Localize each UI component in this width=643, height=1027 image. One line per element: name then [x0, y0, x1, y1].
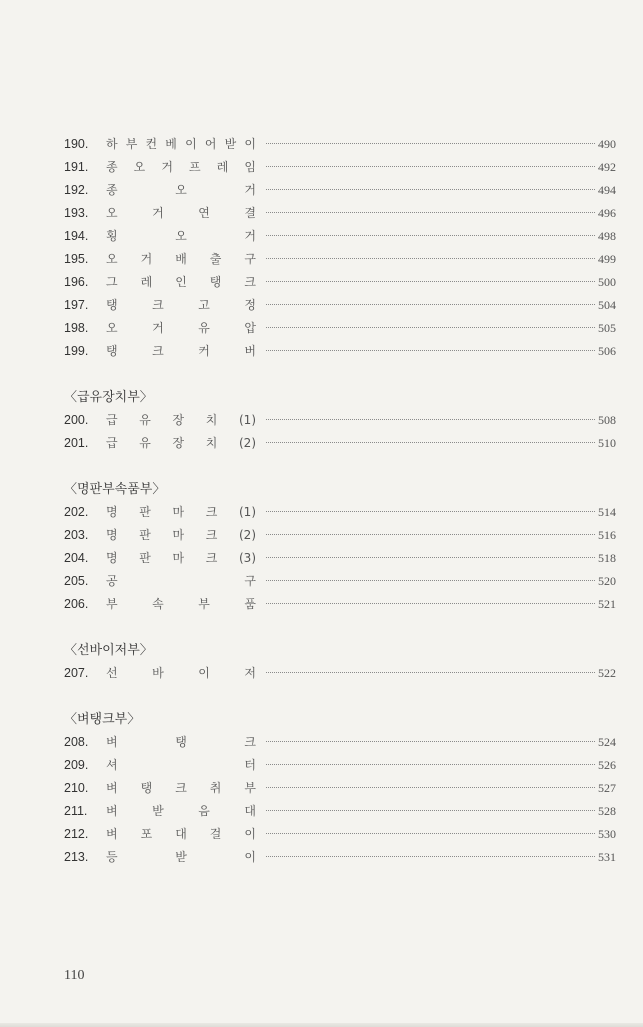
dot-leader: [266, 787, 595, 788]
entry-number: 204.: [64, 551, 89, 565]
entry-page: 518: [598, 551, 616, 565]
dot-leader: [266, 304, 595, 305]
entry-page: 500: [598, 275, 616, 289]
entry-number: 198.: [64, 321, 89, 335]
toc-entry: [64, 800, 616, 823]
entry-page: 510: [598, 436, 616, 450]
entry-number: 209.: [64, 758, 89, 772]
toc-entry: [64, 156, 616, 179]
dot-leader: [266, 327, 595, 328]
toc-entry: [64, 524, 616, 547]
dot-leader: [266, 741, 595, 742]
entry-title: 등 받 이: [106, 850, 256, 864]
entry-page: 499: [598, 252, 616, 266]
entry-page: 490: [598, 137, 616, 151]
dot-leader: [266, 833, 595, 834]
entry-number: 193.: [64, 206, 89, 220]
entry-page: 528: [598, 804, 616, 818]
entry-title: 횡 오 거: [106, 229, 256, 243]
dot-leader: [266, 419, 595, 420]
entry-page: 494: [598, 183, 616, 197]
entry-title: 종 오 거 프 레 임: [106, 160, 256, 174]
entry-title: 부 속 부 품: [106, 597, 256, 611]
entry-number: 194.: [64, 229, 89, 243]
dot-leader: [266, 810, 595, 811]
section-heading: 〈벼탱크부〉: [64, 712, 141, 727]
entry-number: 200.: [64, 413, 89, 427]
entry-title: 선 바 이 저: [106, 666, 256, 680]
dot-leader: [266, 235, 595, 236]
entry-title: 탱 크 고 정: [106, 298, 256, 312]
toc-entry: [64, 570, 616, 593]
dot-leader: [266, 580, 595, 581]
dot-leader: [266, 143, 595, 144]
toc-entry: [64, 731, 616, 754]
dot-leader: [266, 258, 595, 259]
entry-page: 504: [598, 298, 616, 312]
toc-entry: [64, 846, 616, 869]
entry-page: 516: [598, 528, 616, 542]
toc-entry: [64, 179, 616, 202]
section-heading: 〈명판부속품부〉: [64, 482, 166, 497]
entry-page: 505: [598, 321, 616, 335]
dot-leader: [266, 281, 595, 282]
toc-entry: [64, 248, 616, 271]
entry-page: 498: [598, 229, 616, 243]
toc-entry: [64, 133, 616, 156]
toc-entry: [64, 547, 616, 570]
dot-leader: [266, 442, 595, 443]
entry-number: 205.: [64, 574, 89, 588]
entry-title: 공 구: [106, 574, 256, 588]
entry-number: 203.: [64, 528, 89, 542]
entry-title: 벼 탱 크 취 부: [106, 781, 256, 795]
entry-page: 527: [598, 781, 616, 795]
entry-number: 208.: [64, 735, 89, 749]
toc-entry: [64, 754, 616, 777]
toc-entry: [64, 409, 616, 432]
toc-entry: [64, 271, 616, 294]
toc-entry: [64, 777, 616, 800]
entry-page: 526: [598, 758, 616, 772]
entry-number: 197.: [64, 298, 89, 312]
dot-leader: [266, 603, 595, 604]
entry-page: 521: [598, 597, 616, 611]
page-number: 110: [64, 968, 85, 983]
entry-title: 셔 터: [106, 758, 256, 772]
entry-title: 급 유 장 치 (2): [106, 436, 256, 450]
dot-leader: [266, 672, 595, 673]
entry-title: 오 거 연 결: [106, 206, 256, 220]
entry-title: 종 오 거: [106, 183, 256, 197]
toc-entry: [64, 294, 616, 317]
entry-number: 212.: [64, 827, 89, 841]
toc-entry: [64, 317, 616, 340]
entry-title: 벼 포 대 걸 이: [106, 827, 256, 841]
toc-entry: [64, 432, 616, 455]
entry-number: 202.: [64, 505, 89, 519]
dot-leader: [266, 856, 595, 857]
entry-title: 명 판 마 크 (3): [106, 551, 256, 565]
entry-number: 195.: [64, 252, 89, 266]
entry-page: 508: [598, 413, 616, 427]
toc-entry: [64, 202, 616, 225]
dot-leader: [266, 511, 595, 512]
toc-entry: [64, 593, 616, 616]
entry-number: 196.: [64, 275, 89, 289]
entry-title: 명 판 마 크 (1): [106, 505, 256, 519]
toc-entry: [64, 662, 616, 685]
entry-page: 524: [598, 735, 616, 749]
entry-page: 506: [598, 344, 616, 358]
entry-page: 492: [598, 160, 616, 174]
entry-title: 탱 크 커 버: [106, 344, 256, 358]
entry-title: 벼 받 음 대: [106, 804, 256, 818]
entry-number: 213.: [64, 850, 89, 864]
entry-number: 199.: [64, 344, 89, 358]
entry-title: 급 유 장 치 (1): [106, 413, 256, 427]
entry-number: 210.: [64, 781, 89, 795]
dot-leader: [266, 212, 595, 213]
dot-leader: [266, 166, 595, 167]
section-heading: 〈선바이저부〉: [64, 643, 153, 658]
entry-page: 496: [598, 206, 616, 220]
entry-number: 192.: [64, 183, 89, 197]
entry-title: 벼 탱 크: [106, 735, 256, 749]
section-heading: 〈급유장치부〉: [64, 390, 153, 405]
table-of-contents: [64, 133, 616, 869]
entry-number: 207.: [64, 666, 89, 680]
dot-leader: [266, 557, 595, 558]
entry-page: 514: [598, 505, 616, 519]
page-edge: [0, 1023, 643, 1027]
entry-page: 520: [598, 574, 616, 588]
toc-entry: [64, 823, 616, 846]
entry-number: 190.: [64, 137, 89, 151]
toc-entry: [64, 225, 616, 248]
dot-leader: [266, 764, 595, 765]
entry-number: 211.: [64, 804, 88, 818]
entry-number: 191.: [64, 160, 89, 174]
entry-page: 530: [598, 827, 616, 841]
toc-entry: [64, 501, 616, 524]
entry-number: 206.: [64, 597, 89, 611]
dot-leader: [266, 534, 595, 535]
entry-title: 오 거 배 출 구: [106, 252, 256, 266]
toc-entry: [64, 340, 616, 363]
entry-title: 오 거 유 압: [106, 321, 256, 335]
dot-leader: [266, 350, 595, 351]
entry-title: 그 레 인 탱 크: [106, 275, 256, 289]
entry-page: 531: [598, 850, 616, 864]
dot-leader: [266, 189, 595, 190]
entry-number: 201.: [64, 436, 89, 450]
entry-title: 하 부 컨 베 이 어 받 이: [106, 137, 256, 151]
entry-page: 522: [598, 666, 616, 680]
entry-title: 명 판 마 크 (2): [106, 528, 256, 542]
